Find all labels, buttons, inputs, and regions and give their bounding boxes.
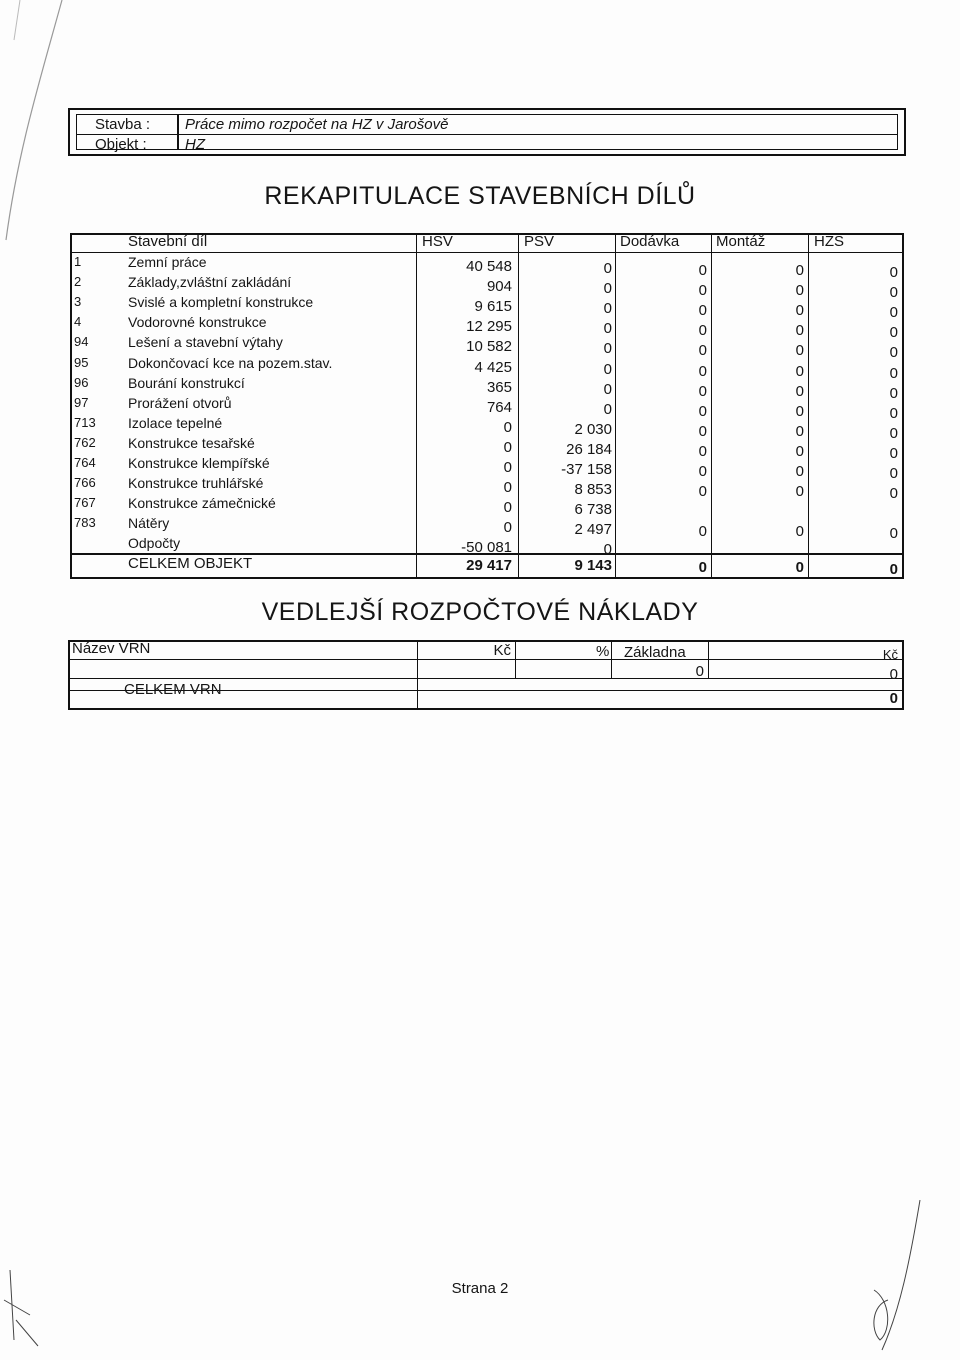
row-name: Konstrukce klempířské [128, 455, 270, 471]
row-dodavka: 0 [698, 282, 707, 300]
stavba-value: Práce mimo rozpočet na HZ v Jarošově [185, 116, 449, 133]
vrn-border-bottom [68, 708, 904, 710]
row-code: 4 [74, 314, 82, 330]
row-montaz: 0 [795, 342, 804, 360]
scan-edge-mark [0, 0, 90, 260]
row-hsv: 0 [503, 438, 512, 456]
row-montaz: 0 [795, 302, 804, 320]
row-dodavka: 0 [698, 523, 707, 541]
row-code: 713 [74, 414, 96, 430]
row-dodavka: 0 [698, 322, 707, 340]
row-dodavka: 0 [698, 422, 707, 440]
row-montaz: 0 [795, 463, 804, 480]
row-psv: 8 853 [574, 481, 612, 499]
row-montaz: 0 [795, 362, 804, 380]
col-header-dodavka: Dodávka [620, 233, 680, 250]
page-number: Strana 2 [451, 1280, 509, 1297]
row-hsv: 0 [503, 479, 512, 497]
recap-table [70, 233, 904, 579]
table-header-rule [70, 252, 904, 253]
objekt-label: Objekt : [95, 136, 147, 153]
row-montaz: 0 [795, 442, 804, 460]
row-hzs: 0 [889, 444, 898, 462]
header-box [68, 108, 906, 156]
row-code: 762 [74, 434, 96, 450]
row-code: 95 [74, 354, 89, 370]
row-hzs: 0 [889, 264, 898, 281]
row-dodavka: 0 [698, 483, 707, 501]
row-code: 767 [74, 495, 96, 511]
vrn-header-rule [68, 659, 904, 660]
row-hsv: 0 [503, 499, 512, 517]
row-dodavka: 0 [698, 342, 707, 360]
col-header-stavebni-dil: Stavební díl [128, 233, 208, 250]
row-psv: 0 [603, 320, 612, 338]
row-hzs: 0 [889, 404, 898, 422]
objekt-value: HZ [185, 136, 205, 153]
header-divider [177, 115, 179, 149]
row-psv: 0 [603, 380, 612, 398]
row-name: Konstrukce tesařské [128, 434, 255, 451]
row-code: 783 [74, 515, 96, 531]
handwritten-mark-left [0, 1260, 60, 1350]
row-hzs: 0 [889, 465, 898, 482]
row-code: 766 [74, 475, 96, 491]
total-psv: 9 143 [574, 557, 612, 574]
row-hzs: 0 [889, 525, 898, 543]
row-psv: 0 [603, 541, 612, 559]
row-montaz: 0 [795, 422, 804, 440]
row-hzs: 0 [889, 324, 898, 342]
row-hzs: 0 [889, 364, 898, 382]
row-name: Základy,zvláštní zakládání [128, 274, 292, 291]
row-dodavka: 0 [698, 262, 707, 279]
vrn-total-label: CELKEM VRN [124, 681, 222, 698]
row-name: Dokončovací kce na pozem.stav. [128, 354, 333, 371]
row-hsv: -50 081 [461, 539, 512, 557]
row-montaz: 0 [795, 382, 804, 400]
vrn-title: VEDLEJŠÍ ROZPOČTOVÉ NÁKLADY [261, 598, 699, 626]
signature-mark [860, 1200, 930, 1360]
col-header-montaz: Montáž [716, 233, 766, 250]
total-label: CELKEM OBJEKT [128, 555, 253, 572]
row-code: 94 [74, 334, 89, 350]
row-hsv: 764 [486, 398, 512, 416]
row-name: Svislé a kompletní konstrukce [128, 294, 314, 311]
row-montaz: 0 [795, 523, 804, 541]
row-dodavka: 0 [698, 382, 707, 400]
vrn-zakladna-value: 0 [695, 663, 704, 680]
row-hzs: 0 [889, 344, 898, 362]
row-code: 764 [74, 455, 96, 470]
vrn-col-sep-kc2 [708, 640, 709, 678]
row-name: Konstrukce zámečnické [128, 495, 276, 512]
row-hsv: 0 [503, 418, 512, 436]
row-psv: 0 [603, 360, 612, 378]
table-border-right [902, 233, 904, 579]
row-psv: 26 184 [566, 440, 612, 458]
table-border-bottom [70, 577, 904, 579]
row-hsv: 0 [503, 459, 512, 476]
row-name: Zemní práce [128, 254, 207, 270]
col-header-hsv: HSV [422, 233, 453, 250]
col-header-psv: PSV [524, 233, 555, 250]
row-hzs: 0 [889, 424, 898, 442]
vrn-col-header-zakladna: Základna [624, 644, 686, 661]
row-name: Vodorovné konstrukce [128, 314, 267, 331]
row-name: Bourání konstrukcí [128, 374, 245, 391]
row-hsv: 12 295 [466, 318, 512, 336]
row-code: 2 [74, 274, 82, 290]
row-name: Prorážení otvorů [128, 394, 232, 411]
row-dodavka: 0 [698, 442, 707, 460]
vrn-border-right [902, 640, 904, 710]
row-dodavka: 0 [698, 463, 707, 480]
row-name: Nátěry [128, 515, 170, 532]
vrn-table [68, 640, 904, 710]
row-name: Konstrukce truhlářské [128, 475, 264, 492]
vrn-col-header-nazev: Název VRN [72, 640, 151, 657]
row-code: 3 [74, 294, 82, 310]
recap-title: REKAPITULACE STAVEBNÍCH DÍLŮ [264, 182, 696, 210]
row-hsv: 0 [503, 519, 512, 537]
row-hsv: 904 [486, 278, 512, 296]
row-dodavka: 0 [698, 362, 707, 380]
row-name: Izolace tepelné [128, 414, 223, 431]
table-border-left [70, 233, 72, 579]
row-hsv: 10 582 [466, 338, 512, 356]
row-name: Lešení a stavební výtahy [128, 334, 283, 351]
row-hsv: 4 425 [474, 358, 512, 376]
row-psv: 2 030 [574, 420, 612, 438]
row-hsv: 365 [486, 378, 512, 396]
header-row-divider [77, 134, 897, 135]
row-psv: 0 [603, 400, 612, 418]
row-psv: -37 158 [561, 461, 612, 478]
row-psv: 0 [603, 300, 612, 318]
row-dodavka: 0 [698, 302, 707, 320]
row-hzs: 0 [889, 284, 898, 302]
row-code: 96 [74, 374, 89, 390]
vrn-kc-value: 0 [889, 666, 898, 683]
row-psv: 0 [603, 260, 612, 277]
header-inner-frame [76, 114, 898, 153]
vrn-col-header-kc: Kč [493, 642, 511, 659]
total-hsv: 29 417 [466, 557, 512, 574]
row-montaz: 0 [795, 282, 804, 300]
row-montaz: 0 [795, 402, 804, 420]
row-name: Odpočty [128, 535, 181, 552]
row-hzs: 0 [889, 304, 898, 322]
row-montaz: 0 [795, 262, 804, 279]
row-hsv: 9 615 [474, 298, 512, 316]
col-header-hzs: HZS [814, 233, 844, 250]
row-hzs: 0 [889, 384, 898, 402]
row-montaz: 0 [795, 322, 804, 340]
row-montaz: 0 [795, 483, 804, 501]
row-hsv: 40 548 [466, 258, 512, 275]
stavba-label: Stavba : [95, 116, 151, 133]
vrn-col-sep-pct [515, 640, 516, 678]
row-psv: 2 497 [574, 521, 612, 539]
vrn-total-value: 0 [889, 690, 898, 707]
row-code: 1 [74, 254, 82, 269]
row-psv: 0 [603, 340, 612, 358]
row-dodavka: 0 [698, 402, 707, 420]
row-psv: 6 738 [574, 501, 612, 519]
row-psv: 0 [603, 280, 612, 298]
row-code: 97 [74, 394, 89, 410]
total-hzs: 0 [889, 561, 898, 578]
total-montaz: 0 [795, 559, 804, 576]
total-dodavka: 0 [698, 559, 707, 576]
vrn-row-rule [68, 678, 904, 679]
vrn-border-left [68, 640, 70, 710]
row-hzs: 0 [889, 485, 898, 503]
vrn-col-header-pct: % [596, 643, 610, 660]
vrn-col-header-kc2: Kč [882, 647, 898, 662]
